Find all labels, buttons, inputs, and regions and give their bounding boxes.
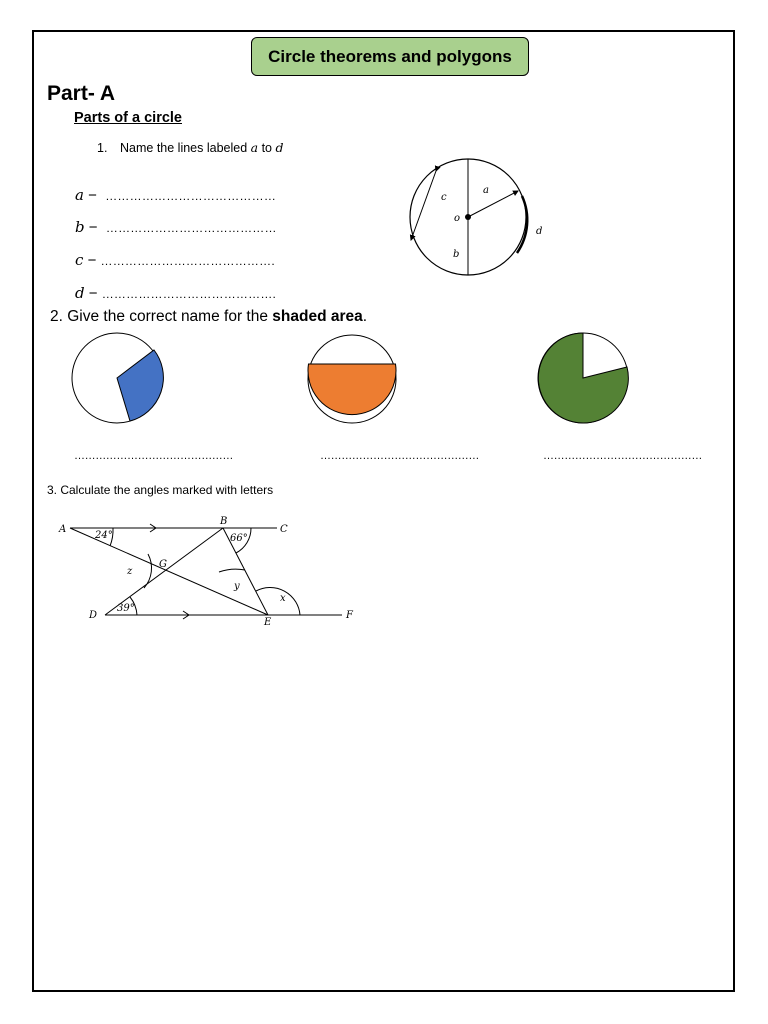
arc-x [256, 587, 300, 615]
angle-b-label: 66° [230, 533, 248, 544]
part-title: Part- A [47, 82, 116, 105]
circle-parts-diagram [400, 158, 560, 280]
radius-a [468, 191, 518, 217]
chord-c [411, 171, 436, 240]
question-2-text: 2. Give the correct name for the [50, 308, 273, 325]
point-e: E [264, 617, 272, 628]
answer-line-a [75, 186, 276, 204]
sector-circle [70, 332, 166, 424]
line-bd [105, 528, 223, 615]
answer-blank[interactable]: …………………………………… [105, 221, 277, 235]
question-1-text-mid: to [258, 141, 276, 155]
worksheet-title-text: Circle theorems and polygons [268, 46, 512, 66]
answer-dash: − [83, 252, 97, 269]
question-1-text: Name the lines labeled [120, 141, 251, 155]
angle-a-label: 24° [95, 530, 113, 541]
page-border [32, 30, 735, 992]
angle-z-label: z [127, 566, 133, 577]
point-g: G [159, 559, 167, 570]
angles-diagram [55, 512, 365, 628]
answer-blank-major-sector[interactable]: ……………………………………… [543, 450, 703, 462]
answer-dash: − [84, 285, 98, 302]
question-1-var-from: a [250, 140, 259, 155]
answer-blank-sector[interactable]: ……………………………………… [74, 450, 234, 462]
worksheet-title [251, 37, 529, 76]
label-b: b [453, 249, 460, 260]
answer-blank[interactable]: …………………………………… [105, 189, 277, 203]
answer-dash: − [83, 187, 97, 204]
point-a: A [59, 524, 67, 535]
answer-blank[interactable]: ……………………………………. [101, 287, 277, 301]
point-b: B [220, 516, 228, 527]
angle-y-label: y [234, 581, 240, 592]
answer-line-b [75, 218, 277, 236]
segment-circle [307, 336, 399, 424]
answer-var: d [75, 284, 85, 302]
question-3: 3. Calculate the angles marked with letters [47, 483, 274, 497]
answer-var: c [75, 251, 84, 269]
point-f: F [346, 610, 353, 621]
point-c: C [280, 524, 288, 535]
label-o: o [454, 213, 461, 224]
answer-line-c [75, 251, 275, 269]
angle-x-label: x [280, 593, 286, 604]
major-sector-circle [537, 332, 631, 426]
answer-blank-segment[interactable]: ……………………………………… [320, 450, 480, 462]
centre-point [465, 214, 471, 220]
answer-blank[interactable]: ……………………………………. [100, 254, 275, 268]
section-heading: Parts of a circle [74, 110, 182, 126]
question-2-bold: shaded area [272, 308, 363, 325]
question-1 [97, 140, 283, 155]
question-2-suffix: . [362, 308, 368, 325]
arc-z [144, 554, 152, 588]
question-2 [50, 308, 367, 326]
label-c: c [441, 192, 447, 203]
answer-dash: − [84, 219, 98, 236]
answer-line-d [75, 284, 276, 302]
point-d: D [89, 610, 98, 621]
answer-var: b [75, 218, 85, 236]
label-d: d [536, 226, 543, 237]
arc-y [219, 569, 245, 572]
question-1-number: 1. [97, 141, 108, 155]
question-1-var-to: d [275, 140, 284, 155]
answer-var: a [75, 186, 84, 204]
angle-d-label: 39° [117, 603, 135, 614]
label-a: a [483, 185, 489, 196]
